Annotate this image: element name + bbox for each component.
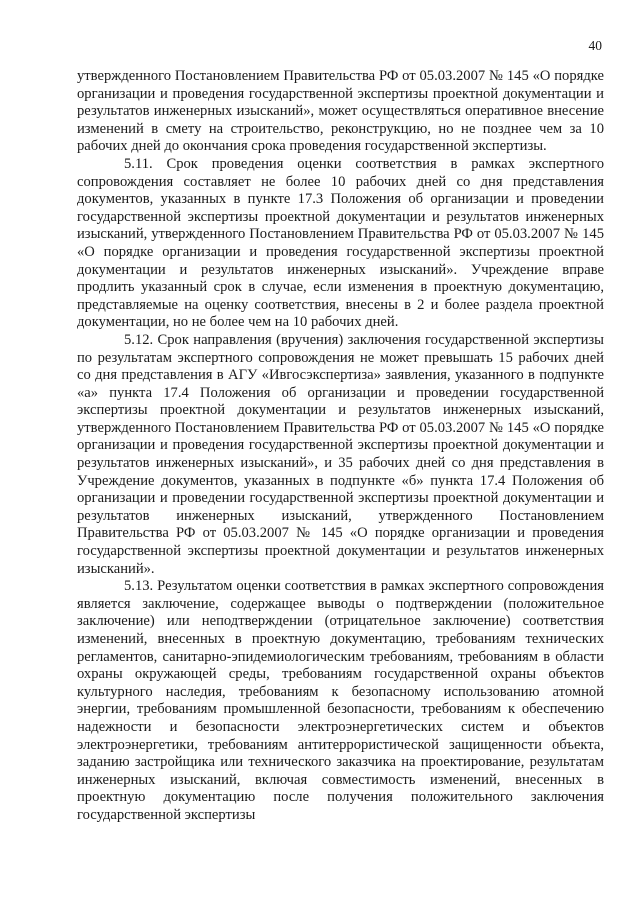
paragraph-continuation: утвержденного Постановлением Правительства РФ от 05.03.2007 № 145 «О порядке организации и проведения государственной экспертизы проектной документации и результатов инженерных изысканий», может осуществляться оперативное внесение изменений в смету на строительство, реконструкцию, но не позднее чем за 10 рабочих дней до окончания срока проведения государственной экспертизы. xyxy=(77,68,604,155)
paragraph-5-13: 5.13. Результатом оценки соответствия в рамках экспертного сопровождения является заключение, содержащее выводы о подтверждении (положительное заключение) или неподтверждении (отрицательное заключение) соответствия изменений, внесенных в проектную документацию, требованиям технических регламентов, санитарно-эпидемиологическим требованиям, требованиям в области охраны окружающей среды, требованиям государственной охраны объектов культурного наследия, требованиям к безопасному использованию атомной энергии, требованиям промышленной безопасности, требованиям к обеспечению надежности и безопасности электроэнергетических систем и объектов электроэнергетики, требованиям антитеррористической защищенности объекта, заданию застройщика или технического заказчика на проектирование, результатам инженерных изысканий, включая совместимость изменений, внесенных в проектную документацию после получения положительного заключения государственной экспертизы xyxy=(77,578,604,823)
document-body xyxy=(77,68,604,825)
paragraph-5-12: 5.12. Срок направления (вручения) заключения государственной экспертизы по результатам экспертного сопровождения не может превышать 15 рабочих дней со дня представления в АГУ «Ивгосэкспертиза» заявления, указанного в подпункте «а» пункта 17.4 Положения об организации и проведении государственной экспертизы проектной документации и результатов инженерных изысканий, утвержденного Постановлением Правительства РФ от 05.03.2007 № 145 «О порядке организации и проведения государственной экспертизы проектной документации и результатов инженерных изысканий», и 35 рабочих дней со дня представления в Учреждение документов, указанных в подпункте «б» пункта 17.4 Положения об организации и проведении государственной экспертизы проектной документации и результатов инженерных изысканий, утвержденного Постановлением Правительства РФ от 05.03.2007 № 145 «О порядке организации и проведения государственной экспертизы проектной документации и результатов инженерных изысканий». xyxy=(77,331,604,577)
page-number: 40 xyxy=(588,38,602,53)
paragraph-5-11: 5.11. Срок проведения оценки соответствия в рамках экспертного сопровождения составляет не более 10 рабочих дней со дня представления документов, указанных в пункте 17.3 Положения об организации и проведении государственной экспертизы проектной документации и результатов инженерных изысканий, утвержденного Постановлением Правительства РФ от 05.03.2007 № 145 «О порядке организации и проведения государственной экспертизы проектной документации и результатов инженерных изысканий». Учреждение вправе продлить указанный срок в случае, если изменения в проектную документацию, представляемые на оценку соответствия, внесены в 2 и более раздела проектной документации, но не более чем на 10 рабочих дней. xyxy=(77,155,604,331)
